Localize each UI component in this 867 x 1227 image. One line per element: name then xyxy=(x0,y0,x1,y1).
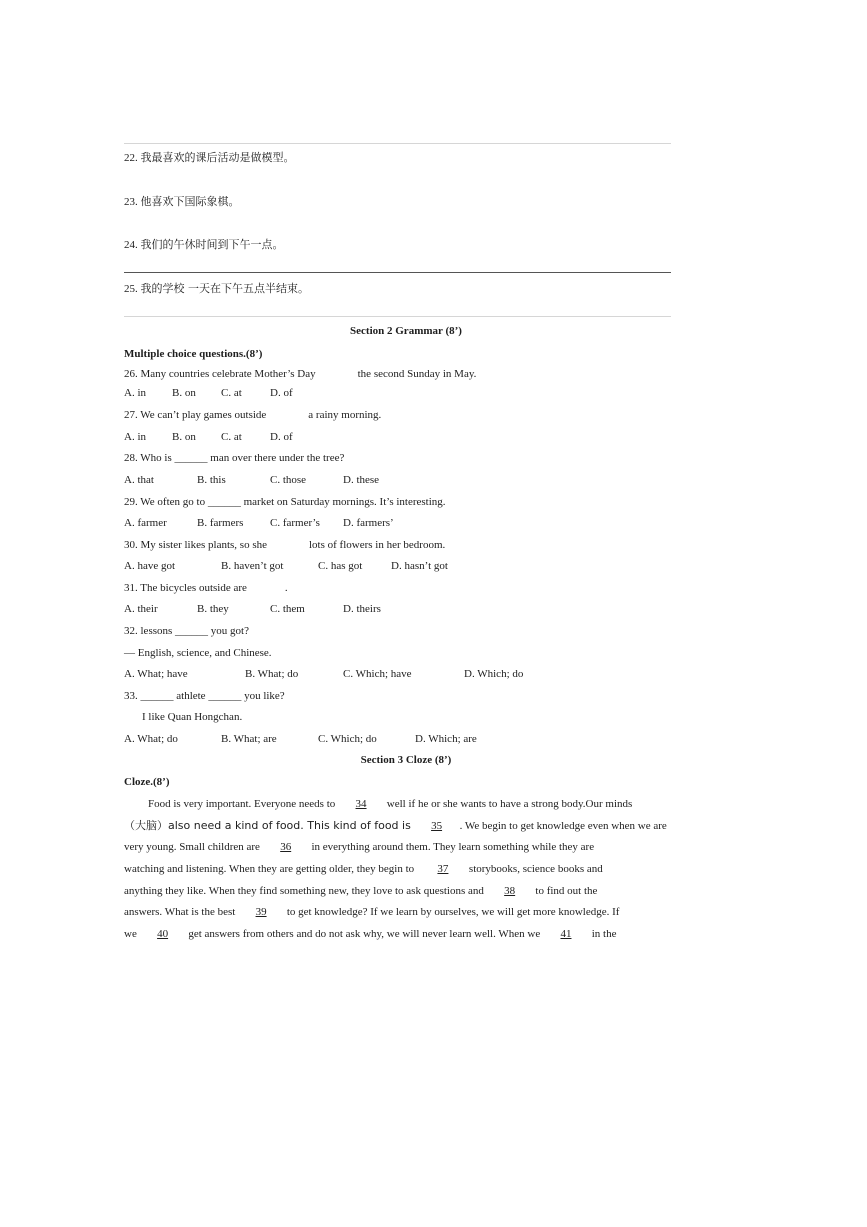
section-3-subtitle: Cloze.(8’) xyxy=(124,776,170,788)
cloze-line-1 xyxy=(148,797,632,811)
question-33-stem: 33. ______ athlete ______ you like? xyxy=(124,690,285,702)
question-31-option-d: D. theirs xyxy=(343,603,381,615)
cloze-text: well if he or she wants to have a strong body.Our minds xyxy=(386,798,633,810)
cloze-text: very young. Small children are xyxy=(124,841,260,853)
question-26-option-d: D. of xyxy=(270,387,293,399)
question-28-option-d: D. these xyxy=(343,474,380,486)
question-number: 22. xyxy=(124,152,138,164)
question-30-option-a: A. have got xyxy=(124,560,176,572)
cloze-text: we xyxy=(124,928,137,940)
question-28-stem: 28. Who is ______ man over there under the tree? xyxy=(124,452,345,464)
question-33-answer: I like Quan Hongchan. xyxy=(142,711,243,723)
stem-part: lots of flowers in her bedroom. xyxy=(309,539,446,551)
stem-part: the second Sunday in May. xyxy=(357,368,477,380)
section-2-subtitle: Multiple choice questions.(8’) xyxy=(124,348,263,360)
question-31-option-a: A. their xyxy=(124,603,158,615)
question-29-stem: 29. We often go to ______ market on Saturday mornings. It’s interesting. xyxy=(124,496,446,508)
stem-part: 27. We can’t play games outside xyxy=(124,409,267,421)
section-3-title: Section 3 Cloze (8’) xyxy=(360,754,452,766)
question-33-option-b: B. What; are xyxy=(221,733,277,745)
question-29-option-d: D. farmers’ xyxy=(343,517,394,529)
cloze-line-4 xyxy=(124,862,603,876)
question-31-option-c: C. them xyxy=(270,603,305,615)
blank-38: 38 xyxy=(504,885,516,897)
question-27-option-c: C. at xyxy=(221,431,242,443)
question-22 xyxy=(124,151,295,165)
cloze-text: watching and listening. When they are getting older, they begin to xyxy=(124,863,415,875)
question-32-option-c: C. Which; have xyxy=(343,668,412,680)
question-32-answer: — English, science, and Chinese. xyxy=(124,647,272,659)
question-text: 他喜欢下国际象棋。 xyxy=(140,195,240,208)
stem-part: 30. My sister likes plants, so she xyxy=(124,539,267,551)
cloze-text: anything they like. When they find something new, they love to ask questions and xyxy=(124,885,484,897)
question-29-option-b: B. farmers xyxy=(197,517,244,529)
cloze-text: storybooks, science books and xyxy=(468,863,603,875)
stem-part: 31. The bicycles outside are xyxy=(124,582,247,594)
cloze-text: to get knowledge? If we learn by ourselves, we will get more knowledge. If xyxy=(286,906,620,918)
question-26-stem xyxy=(124,367,476,381)
question-31-stem xyxy=(124,581,288,595)
stem-part: . xyxy=(284,582,288,594)
question-30-option-c: C. has got xyxy=(318,560,363,572)
blank-40: 40 xyxy=(157,928,169,940)
question-33-option-a: A. What; do xyxy=(124,733,178,745)
question-text: 我们的午休时间到下午一点。 xyxy=(140,238,284,251)
question-29-option-c: C. farmer’s xyxy=(270,517,320,529)
question-24 xyxy=(124,238,284,252)
question-27-stem xyxy=(124,408,381,422)
question-29-option-a: A. farmer xyxy=(124,517,167,529)
cloze-text: Food is very important. Everyone needs to xyxy=(148,798,336,810)
cloze-line-6 xyxy=(124,905,619,919)
blank-34: 34 xyxy=(355,798,367,810)
question-23 xyxy=(124,195,240,209)
question-28-option-c: C. those xyxy=(270,474,307,486)
section-2-title: Section 2 Grammar (8’) xyxy=(350,325,462,337)
cloze-text: （大脑）also need a kind of food. This kind of food is xyxy=(124,819,411,832)
question-30-stem xyxy=(124,538,445,552)
question-28-option-a: A. that xyxy=(124,474,154,486)
question-number: 23. xyxy=(124,196,138,208)
question-28-option-b: B. this xyxy=(197,474,226,486)
answer-line xyxy=(124,272,671,273)
blank-39: 39 xyxy=(255,906,267,918)
cloze-text: get answers from others and do not ask why, we will never learn well. When we xyxy=(188,928,541,940)
question-30-option-d: D. hasn’t got xyxy=(391,560,448,572)
cloze-text: answers. What is the best xyxy=(124,906,236,918)
question-text: 我最喜欢的课后活动是做模型。 xyxy=(140,151,295,164)
question-31-option-b: B. they xyxy=(197,603,229,615)
question-30-option-b: B. haven’t got xyxy=(221,560,284,572)
question-27-option-a: A. in xyxy=(124,431,146,443)
cloze-line-7 xyxy=(124,927,616,941)
question-32-option-a: A. What; have xyxy=(124,668,188,680)
question-33-option-c: C. Which; do xyxy=(318,733,377,745)
question-32-option-d: D. Which; do xyxy=(464,668,524,680)
rule-section-2 xyxy=(124,316,671,317)
cloze-line-5 xyxy=(124,884,597,898)
cloze-text: . We begin to get knowledge even when we are xyxy=(459,820,667,832)
cloze-text: to find out the xyxy=(535,885,598,897)
question-32-option-b: B. What; do xyxy=(245,668,299,680)
question-25 xyxy=(124,282,309,296)
blank-35: 35 xyxy=(431,820,443,832)
blank-36: 36 xyxy=(280,841,292,853)
cloze-line-3 xyxy=(124,840,594,854)
cloze-text: in the xyxy=(591,928,617,940)
question-number: 24. xyxy=(124,239,138,251)
question-26-option-a: A. in xyxy=(124,387,146,399)
question-32-stem: 32. lessons ______ you got? xyxy=(124,625,249,637)
blank-37: 37 xyxy=(437,863,449,875)
question-number: 25. xyxy=(124,283,138,295)
question-27-option-b: B. on xyxy=(172,431,196,443)
question-26-option-b: B. on xyxy=(172,387,196,399)
cloze-text: in everything around them. They learn something while they are xyxy=(311,841,595,853)
stem-part: 26. Many countries celebrate Mother’s Day xyxy=(124,368,316,380)
question-26-option-c: C. at xyxy=(221,387,242,399)
cloze-line-2 xyxy=(124,819,667,833)
stem-part: a rainy morning. xyxy=(308,409,382,421)
question-27-option-d: D. of xyxy=(270,431,293,443)
blank-41: 41 xyxy=(560,928,572,940)
question-text: 我的学校 一天在下午五点半结束。 xyxy=(140,282,309,295)
rule-top xyxy=(124,143,671,144)
question-33-option-d: D. Which; are xyxy=(415,733,477,745)
